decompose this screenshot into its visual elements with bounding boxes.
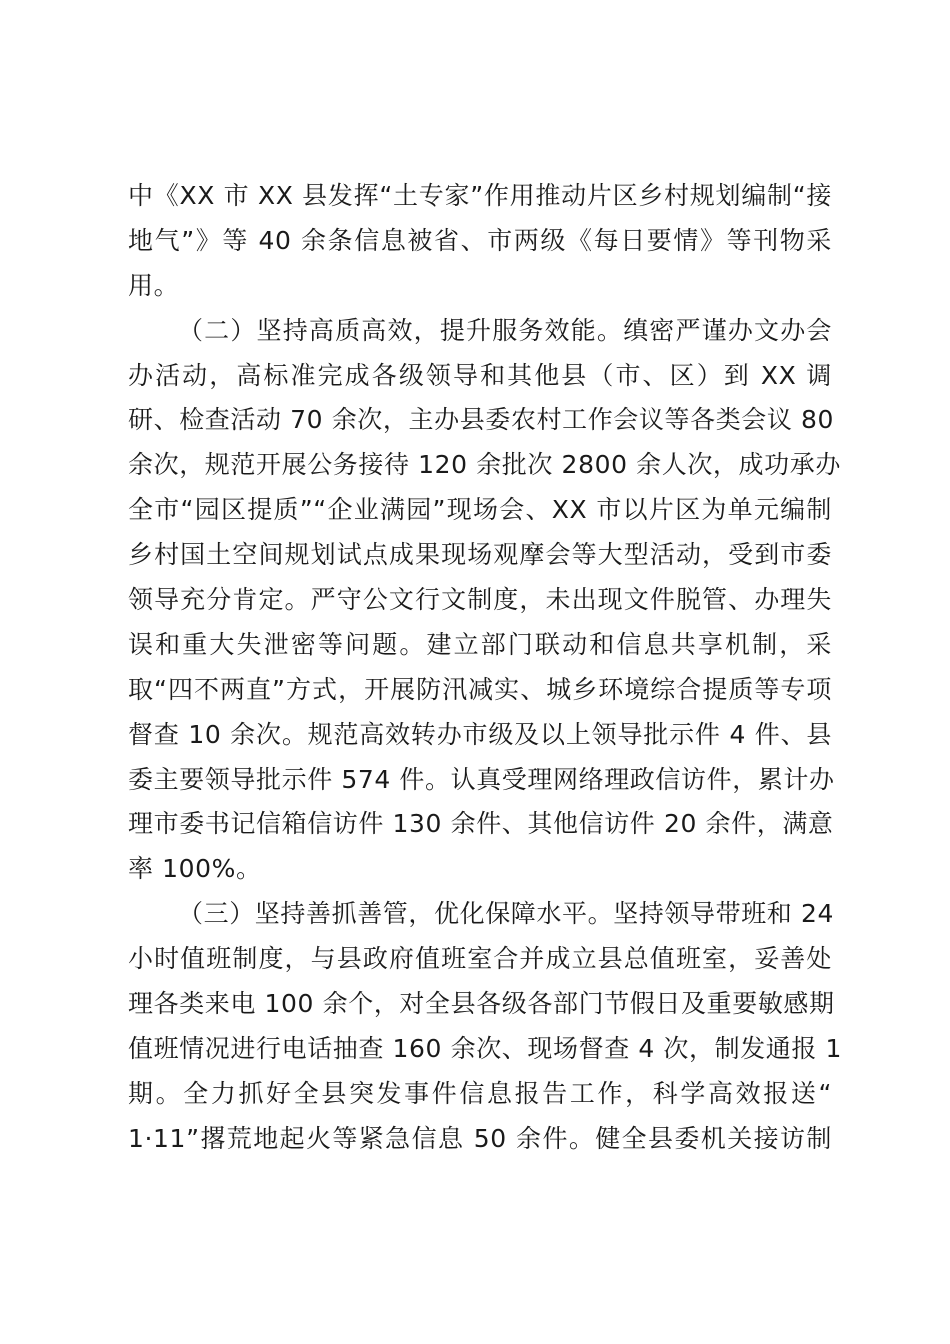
text-line: （二）坚持高质高效，提升服务效能。缜密严谨办文办会 <box>178 315 832 345</box>
text-line: 督查 10 余次。规范高效转办市级及以上领导批示件 4 件、县 <box>128 719 832 749</box>
text-line: 全市“园区提质”“企业满园”现场会、XX 市以片区为单元编制 <box>128 495 832 525</box>
document-body <box>128 174 843 1162</box>
text-line: 乡村国土空间规划试点成果现场观摩会等大型活动，受到市委 <box>128 540 832 570</box>
text-line: 地气”》等 40 余条信息被省、市两级《每日要情》等刊物采 <box>128 225 832 255</box>
text-line: 领导充分肯定。严守公文行文制度，未出现文件脱管、办理失 <box>128 585 832 615</box>
text-line: 理各类来电 100 余个，对全县各级各部门节假日及重要敏感期 <box>128 989 835 1019</box>
text-line: 1·11”撂荒地起火等紧急信息 50 余件。健全县委机关接访制 <box>128 1123 832 1153</box>
text-line: 中《XX 市 XX 县发挥“土专家”作用推动片区乡村规划编制“接 <box>128 181 832 210</box>
text-line: 用。 <box>128 270 180 300</box>
text-line: 率 100%。 <box>128 854 262 884</box>
paragraph-2 <box>128 309 841 893</box>
text-line: 小时值班制度，与县政府值班室合并成立县总值班室，妥善处 <box>128 944 832 974</box>
text-line: 值班情况进行电话抽查 160 余次、现场督查 4 次，制发通报 1 <box>128 1033 843 1063</box>
text-line: 期。全力抓好全县突发事件信息报告工作，科学高效报送“ <box>128 1078 832 1108</box>
text-line: 误和重大失泄密等问题。建立部门联动和信息共享机制，采 <box>128 629 832 659</box>
text-line: 委主要领导批示件 574 件。认真受理网络理政信访件，累计办 <box>128 764 835 794</box>
paragraph-1 <box>128 174 832 309</box>
text-line: 研、检查活动 70 余次，主办县委农村工作会议等各类会议 80 <box>128 405 835 435</box>
text-line: （三）坚持善抓善管，优化保障水平。坚持领导带班和 24 <box>178 899 834 929</box>
text-line: 余次，规范开展公务接待 120 余批次 2800 余人次，成功承办 <box>128 450 841 480</box>
paragraph-3 <box>128 892 843 1161</box>
text-line: 理市委书记信箱信访件 130 余件、其他信访件 20 余件，满意 <box>128 809 834 839</box>
text-line: 办活动，高标准完成各级领导和其他县（市、区）到 XX 调 <box>128 360 832 390</box>
text-line: 取“四不两直”方式，开展防汛减实、城乡环境综合提质等专项 <box>128 674 832 704</box>
